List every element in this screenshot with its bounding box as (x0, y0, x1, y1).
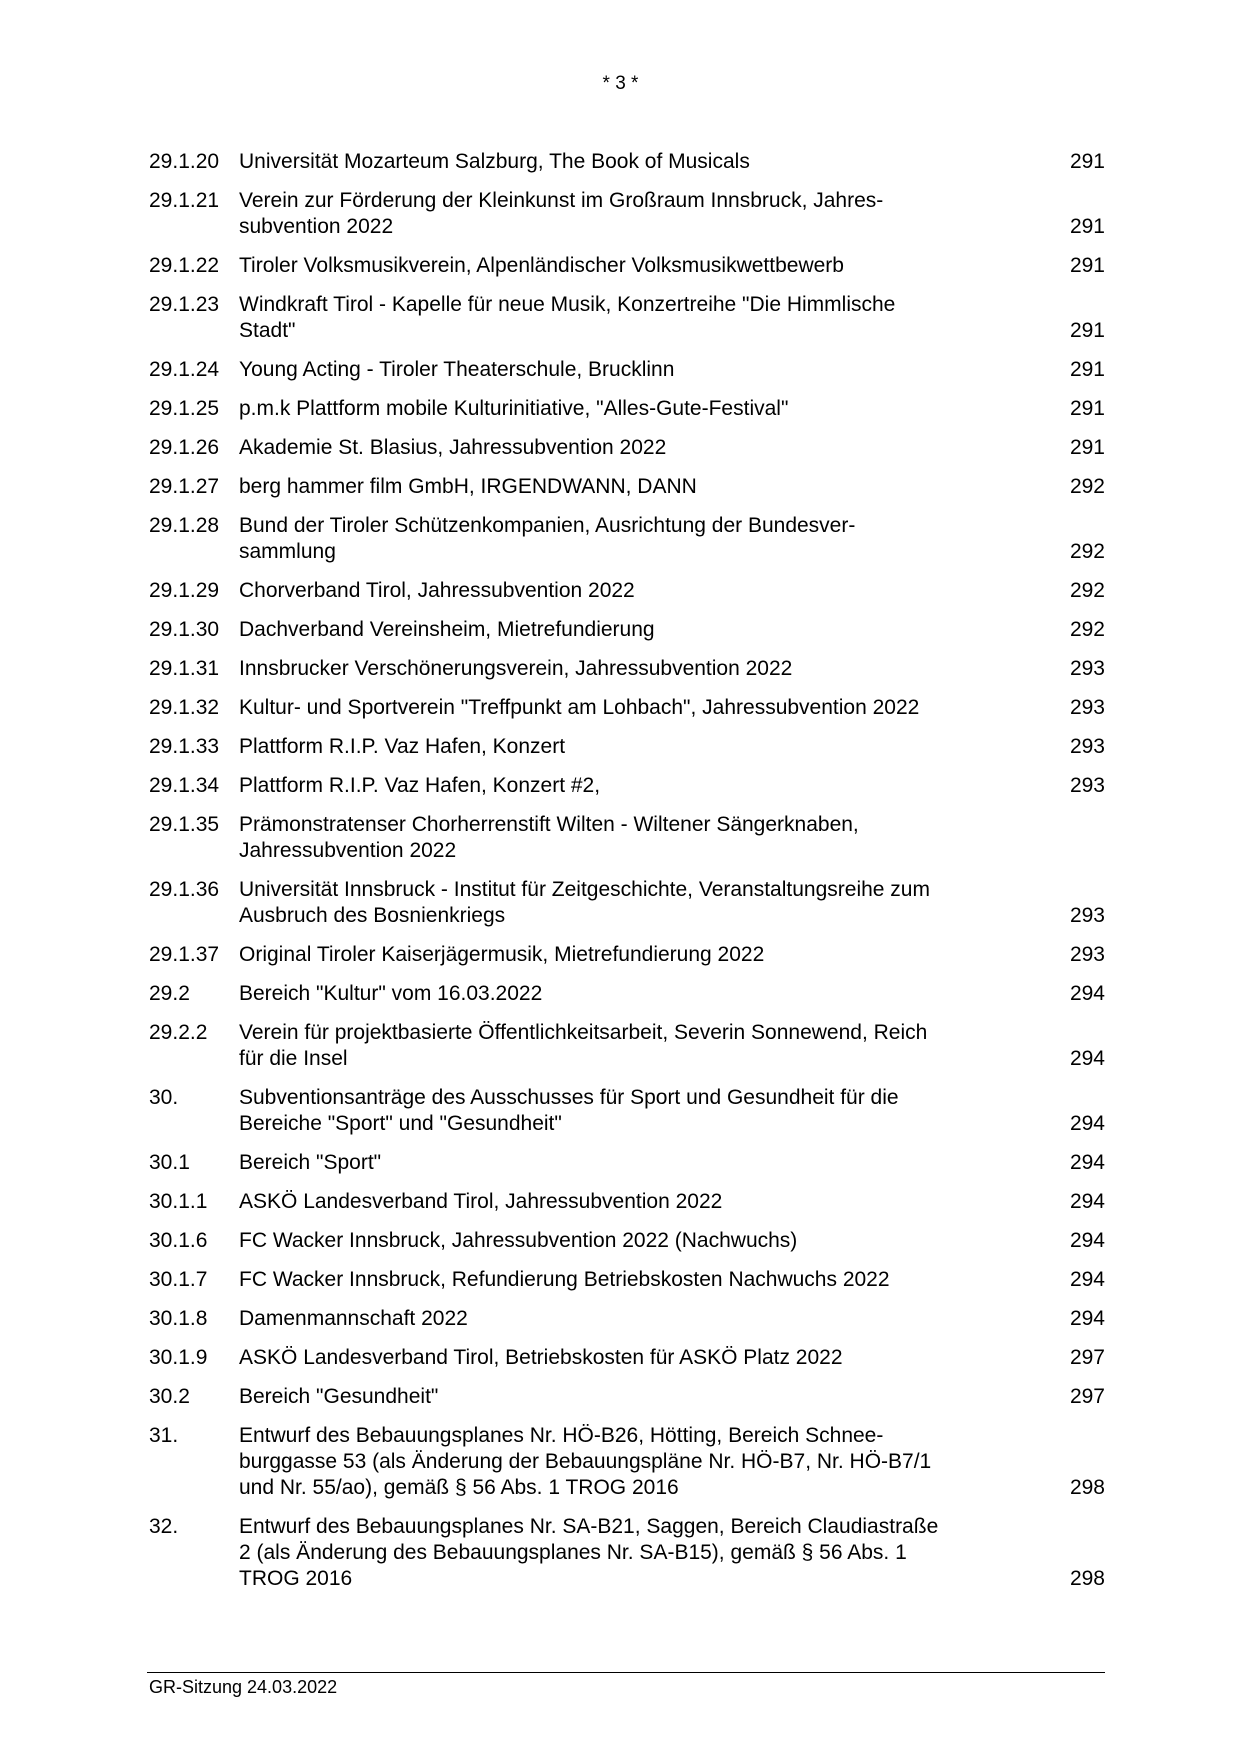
entry-title: Tiroler Volksmusikverein, Alpenländischer Volksmusikwettbewerb (239, 254, 844, 277)
entry-page: 294 (1069, 1047, 1105, 1070)
entry-number: 30.1 (149, 1151, 190, 1174)
toc-entry (149, 734, 1105, 760)
entry-page: 293 (1069, 657, 1105, 680)
toc-entry (149, 773, 1105, 799)
entry-number: 29.1.35 (149, 813, 220, 836)
entry-page: 292 (1069, 475, 1105, 498)
entry-page: 293 (1069, 774, 1105, 797)
entry-title: Original Tiroler Kaiserjägermusik, Mietrefundierung 2022 (239, 943, 765, 966)
toc-entry (149, 1020, 1105, 1072)
toc-entry (149, 1384, 1105, 1410)
entry-number: 29.1.20 (149, 150, 220, 173)
entry-title: FC Wacker Innsbruck, Jahressubvention 2022 (Nachwuchs) (239, 1229, 798, 1252)
entry-page: 292 (1069, 579, 1105, 602)
toc-entry (149, 149, 1105, 175)
footer-text: GR-Sitzung 24.03.2022 (149, 1677, 338, 1697)
entry-number: 29.1.32 (149, 696, 220, 719)
entry-title: ASKÖ Landesverband Tirol, Jahressubvention 2022 (239, 1190, 723, 1213)
entry-title: Verein für projektbasierte Öffentlichkeitsarbeit, Severin Sonnewend, Reich für die Insel (239, 1021, 928, 1070)
entry-title: Verein zur Förderung der Kleinkunst im Großraum Innsbruck, Jahres- subvention 2022 (239, 189, 884, 238)
entry-number: 30.1.9 (149, 1346, 208, 1369)
entry-title: Plattform R.I.P. Vaz Hafen, Konzert #2, (239, 774, 601, 797)
entry-title: Windkraft Tirol - Kapelle für neue Musik, Konzertreihe "Die Himmlische Stadt" (239, 293, 896, 342)
entry-page: 292 (1069, 618, 1105, 641)
entry-title: Subventionsanträge des Ausschusses für Sport und Gesundheit für die Bereiche "Sport" und "Gesundheit" (239, 1086, 899, 1135)
entry-number: 31. (149, 1424, 179, 1447)
toc-entry (149, 1085, 1105, 1137)
entry-page: 294 (1069, 982, 1105, 1005)
toc-entry (149, 942, 1105, 968)
entry-number: 29.1.34 (149, 774, 220, 797)
toc-entry (149, 1345, 1105, 1371)
entry-page: 298 (1069, 1567, 1105, 1590)
table-of-contents (149, 149, 1105, 1605)
toc-entry (149, 617, 1105, 643)
entry-page: 293 (1069, 735, 1105, 758)
toc-entry (149, 1189, 1105, 1215)
entry-page: 293 (1069, 696, 1105, 719)
entry-number: 30.1.7 (149, 1268, 208, 1291)
entry-number: 29.1.30 (149, 618, 220, 641)
entry-page: 294 (1069, 1307, 1105, 1330)
entry-number: 29.1.24 (149, 358, 220, 381)
toc-entry (149, 253, 1105, 279)
entry-number: 29.2.2 (149, 1021, 208, 1044)
entry-title: Bund der Tiroler Schützenkompanien, Ausrichtung der Bundesver- sammlung (239, 514, 856, 563)
entry-number: 29.1.37 (149, 943, 220, 966)
entry-page: 292 (1069, 540, 1105, 563)
entry-number: 29.1.26 (149, 436, 220, 459)
toc-entry (149, 188, 1105, 240)
toc-entry (149, 981, 1105, 1007)
entry-title: Dachverband Vereinsheim, Mietrefundierung (239, 618, 655, 641)
entry-title: Innsbrucker Verschönerungsverein, Jahressubvention 2022 (239, 657, 793, 680)
entry-page: 293 (1069, 943, 1105, 966)
toc-entry (149, 1228, 1105, 1254)
entry-title: Universität Innsbruck - Institut für Zeitgeschichte, Veranstaltungsreihe zum Ausbruch des Bosnienkriegs (239, 878, 930, 927)
entry-page: 291 (1069, 358, 1105, 381)
toc-entry (149, 357, 1105, 383)
entry-page: 294 (1069, 1190, 1105, 1213)
toc-entry (149, 1150, 1105, 1176)
toc-entry (149, 578, 1105, 604)
entry-number: 30.2 (149, 1385, 190, 1408)
toc-entry (149, 877, 1105, 929)
entry-title: Universität Mozarteum Salzburg, The Book of Musicals (239, 150, 750, 173)
entry-number: 29.1.29 (149, 579, 220, 602)
entry-title: Prämonstratenser Chorherrenstift Wilten - Wiltener Sängerknaben, Jahressubvention 2022 (239, 813, 859, 862)
toc-entry (149, 513, 1105, 565)
entry-title: ASKÖ Landesverband Tirol, Betriebskosten für ASKÖ Platz 2022 (239, 1346, 843, 1369)
entry-title: Kultur- und Sportverein "Treffpunkt am Lohbach", Jahressubvention 2022 (239, 696, 920, 719)
entry-page: 291 (1069, 436, 1105, 459)
entry-page: 294 (1069, 1151, 1105, 1174)
entry-number: 30. (149, 1086, 179, 1109)
entry-title: Damenmannschaft 2022 (239, 1307, 468, 1330)
toc-entry (149, 695, 1105, 721)
entry-number: 29.1.25 (149, 397, 220, 420)
toc-entry (149, 656, 1105, 682)
entry-page: 294 (1069, 1112, 1105, 1135)
entry-title: Bereich "Kultur" vom 16.03.2022 (239, 982, 543, 1005)
entry-number: 29.2 (149, 982, 190, 1005)
toc-entry (149, 396, 1105, 422)
entry-number: 29.1.22 (149, 254, 220, 277)
entry-title: Bereich "Sport" (239, 1151, 382, 1174)
entry-number: 30.1.6 (149, 1229, 208, 1252)
entry-page: 298 (1069, 1476, 1105, 1499)
entry-title: Entwurf des Bebauungsplanes Nr. HÖ-B26, Hötting, Bereich Schnee- burggasse 53 (als Änderung der Bebauungspläne Nr. HÖ-B7, Nr. HÖ-B7/1 und Nr. 55/ao), gemäß § 56 Abs. 1 TROG 2016 (239, 1424, 932, 1499)
entry-title: Entwurf des Bebauungsplanes Nr. SA-B21, Saggen, Bereich Claudiastraße 2 (als Änderung des Bebauungsplanes Nr. SA-B15), gemäß § 56 Abs. 1 TROG 2016 (239, 1515, 939, 1590)
entry-title: Plattform R.I.P. Vaz Hafen, Konzert (239, 735, 566, 758)
entry-number: 29.1.23 (149, 293, 220, 316)
entry-title: Bereich "Gesundheit" (239, 1385, 439, 1408)
footer-divider (147, 1672, 1105, 1673)
entry-number: 29.1.36 (149, 878, 220, 901)
entry-page: 293 (1069, 904, 1105, 927)
entry-title: Akademie St. Blasius, Jahressubvention 2022 (239, 436, 667, 459)
toc-entry (149, 435, 1105, 461)
entry-page: 291 (1069, 397, 1105, 420)
entry-page: 291 (1069, 254, 1105, 277)
entry-number: 29.1.21 (149, 189, 220, 212)
page-number: * 3 * (602, 73, 639, 94)
entry-page: 294 (1069, 1229, 1105, 1252)
entry-title: p.m.k Plattform mobile Kulturinitiative, "Alles-Gute-Festival" (239, 397, 789, 420)
toc-entry (149, 1514, 1105, 1592)
entry-page: 291 (1069, 319, 1105, 342)
entry-title: Chorverband Tirol, Jahressubvention 2022 (239, 579, 635, 602)
entry-title: berg hammer film GmbH, IRGENDWANN, DANN (239, 475, 697, 498)
entry-page: 291 (1069, 215, 1105, 238)
toc-entry (149, 1267, 1105, 1293)
entry-number: 30.1.8 (149, 1307, 208, 1330)
entry-page: 297 (1069, 1346, 1105, 1369)
entry-number: 29.1.33 (149, 735, 220, 758)
toc-entry (149, 292, 1105, 344)
entry-number: 29.1.28 (149, 514, 220, 537)
toc-entry (149, 1423, 1105, 1501)
entry-number: 29.1.31 (149, 657, 220, 680)
entry-page: 297 (1069, 1385, 1105, 1408)
entry-title: Young Acting - Tiroler Theaterschule, Brucklinn (239, 358, 675, 381)
entry-page: 294 (1069, 1268, 1105, 1291)
toc-entry (149, 812, 1105, 864)
entry-number: 30.1.1 (149, 1190, 208, 1213)
entry-number: 29.1.27 (149, 475, 220, 498)
toc-entry (149, 474, 1105, 500)
entry-page: 291 (1069, 150, 1105, 173)
toc-entry (149, 1306, 1105, 1332)
entry-number: 32. (149, 1515, 179, 1538)
entry-title: FC Wacker Innsbruck, Refundierung Betriebskosten Nachwuchs 2022 (239, 1268, 890, 1291)
